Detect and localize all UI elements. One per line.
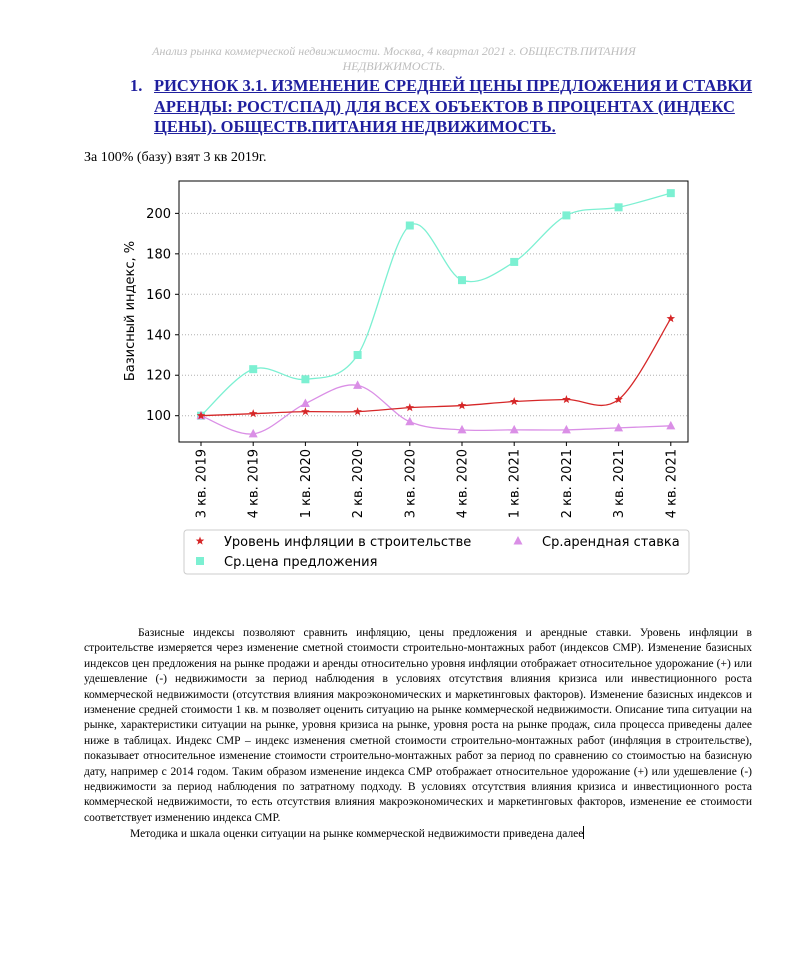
x-tick-label: 4 кв. 2019 (246, 449, 262, 519)
x-axis-ticks (195, 442, 680, 518)
data-point-star (406, 403, 415, 411)
title-number: 1. (130, 76, 143, 95)
series-line (201, 385, 671, 434)
data-point-star (510, 397, 519, 405)
data-point-star (562, 395, 571, 403)
legend (184, 530, 689, 574)
data-point-star (301, 407, 310, 415)
data-point-triangle (510, 425, 519, 434)
series-line (201, 319, 671, 416)
grid-lines (179, 213, 688, 415)
legend-label: Ср.цена предложения (224, 555, 378, 570)
data-point-star (249, 409, 258, 417)
paragraph-main: Базисные индексы позволяют сравнить инфляцию, цены предложения и арендные ставки. Уровень инфляции в строительстве измеряется через изменение сметной стоимости строительно-монтажных работ (индексов СМР). Изменение базисных индексов цен предложения на рынке продажи и аренды относительно уровня инфляции отображает относительное удорожание (+) или удешевление (-) недвижимости за период наблюдения в условиях отсутствия влияния кризиса или инвестиционного роста коммерческой недвижимости (отсутствия влияния макроэкономических и маркетинговых факторов). Изменение базисных индексов и изменение средней стоимости 1 кв. м позволяет оценить ситуацию на рынке коммерческой недвижимости. Описание типа ситуации на рынке, характеристики ситуации на рынке, уровня кризиса на рынке, уровня роста на рынке продаж, сила процесса приведены далее ниже в таблицах. Индекс СМР – индекс изменения сметной стоимости строительно-монтажных работ (инфляция в строительстве), показывает относительное изменение стоимости строительно-монтажных работ за период по сравнению со стоимостью на базисную дату, например с 2014 годом. Таким образом изменение индекса СМР отображает относительное удорожание (+) или удешевление (-) недвижимости за период наблюдения по затратному подходу. В условиях отсутствия влияния кризиса и инвестиционного роста коммерческой недвижимости, то есть отсутствия влияния макроэкономических и маркетинговых факторов, изменение ее стоимости соответствует изменению индекса СМР. (84, 627, 752, 824)
legend-label: Уровень инфляции в строительстве (224, 535, 472, 550)
series-line (201, 193, 671, 416)
legend-item (196, 555, 377, 570)
x-tick-label: 1 кв. 2021 (507, 449, 523, 519)
x-tick-label: 4 кв. 2020 (455, 449, 471, 519)
title-link-text[interactable]: РИСУНОК 3.1. ИЗМЕНЕНИЕ СРЕДНЕЙ ЦЕНЫ ПРЕДЛОЖЕНИЯ И СТАВКИ АРЕНДЫ: РОСТ/СПАД) ДЛЯ ВСЕХ ОБЪЕКТОВ В ПРОЦЕНТАХ (ИНДЕКС ЦЕНЫ). ОБЩЕСТВ.ПИТАНИЯ НЕДВИЖИМОСТЬ. (154, 76, 753, 136)
body-text (84, 626, 752, 843)
data-point-square (301, 375, 309, 383)
running-header-line2: НЕДВИЖИМОСТЬ. (342, 59, 446, 73)
legend-label: Ср.арендная ставка (542, 535, 680, 550)
base-period-note: За 100% (базу) взят 3 кв 2019г. (84, 150, 267, 165)
data-point-square (406, 222, 414, 230)
text-cursor (583, 826, 584, 839)
data-point-square (667, 189, 675, 197)
x-tick-label: 3 кв. 2021 (612, 449, 628, 519)
x-tick-label: 1 кв. 2020 (298, 449, 314, 519)
data-point-square (196, 557, 204, 565)
data-point-triangle (562, 425, 571, 434)
y-tick-label: 140 (146, 328, 171, 344)
data-point-star (667, 314, 676, 322)
y-tick-label: 200 (146, 206, 171, 222)
data-point-triangle (405, 417, 414, 426)
paragraph-method (84, 826, 752, 842)
y-axis-label: Базисный индекс, % (123, 240, 138, 382)
paragraph-method-text: Методика и шкала оценки ситуации на рынке коммерческой недвижимости приведена далее (130, 828, 584, 841)
data-point-square (354, 351, 362, 359)
data-point-triangle (301, 399, 310, 408)
series-star (197, 314, 675, 419)
series-square (197, 189, 675, 420)
data-point-square (510, 258, 518, 266)
y-axis-ticks (146, 207, 179, 424)
y-tick-label: 100 (146, 409, 171, 425)
x-tick-label: 4 кв. 2021 (664, 449, 680, 519)
data-point-star (458, 401, 467, 409)
data-point-square (615, 203, 623, 211)
data-point-triangle (666, 421, 675, 430)
data-point-square (249, 365, 257, 373)
running-header-line1: Анализ рынка коммерческой недвижимости. Москва, 4 квартал 2021 г. ОБЩЕСТВ.ПИТАНИЯ (152, 44, 636, 58)
y-tick-label: 180 (146, 247, 171, 263)
legend-item (196, 535, 472, 550)
x-tick-label: 3 кв. 2019 (194, 449, 210, 519)
series-triangle (197, 380, 676, 437)
data-point-star (353, 407, 362, 415)
x-tick-label: 2 кв. 2021 (559, 449, 575, 519)
x-tick-label: 2 кв. 2020 (351, 449, 367, 519)
data-point-square (562, 211, 570, 219)
y-tick-label: 160 (146, 287, 171, 303)
x-tick-label: 3 кв. 2020 (403, 449, 419, 519)
y-tick-label: 120 (146, 368, 171, 384)
data-point-square (458, 276, 466, 284)
series-layer (197, 189, 676, 437)
